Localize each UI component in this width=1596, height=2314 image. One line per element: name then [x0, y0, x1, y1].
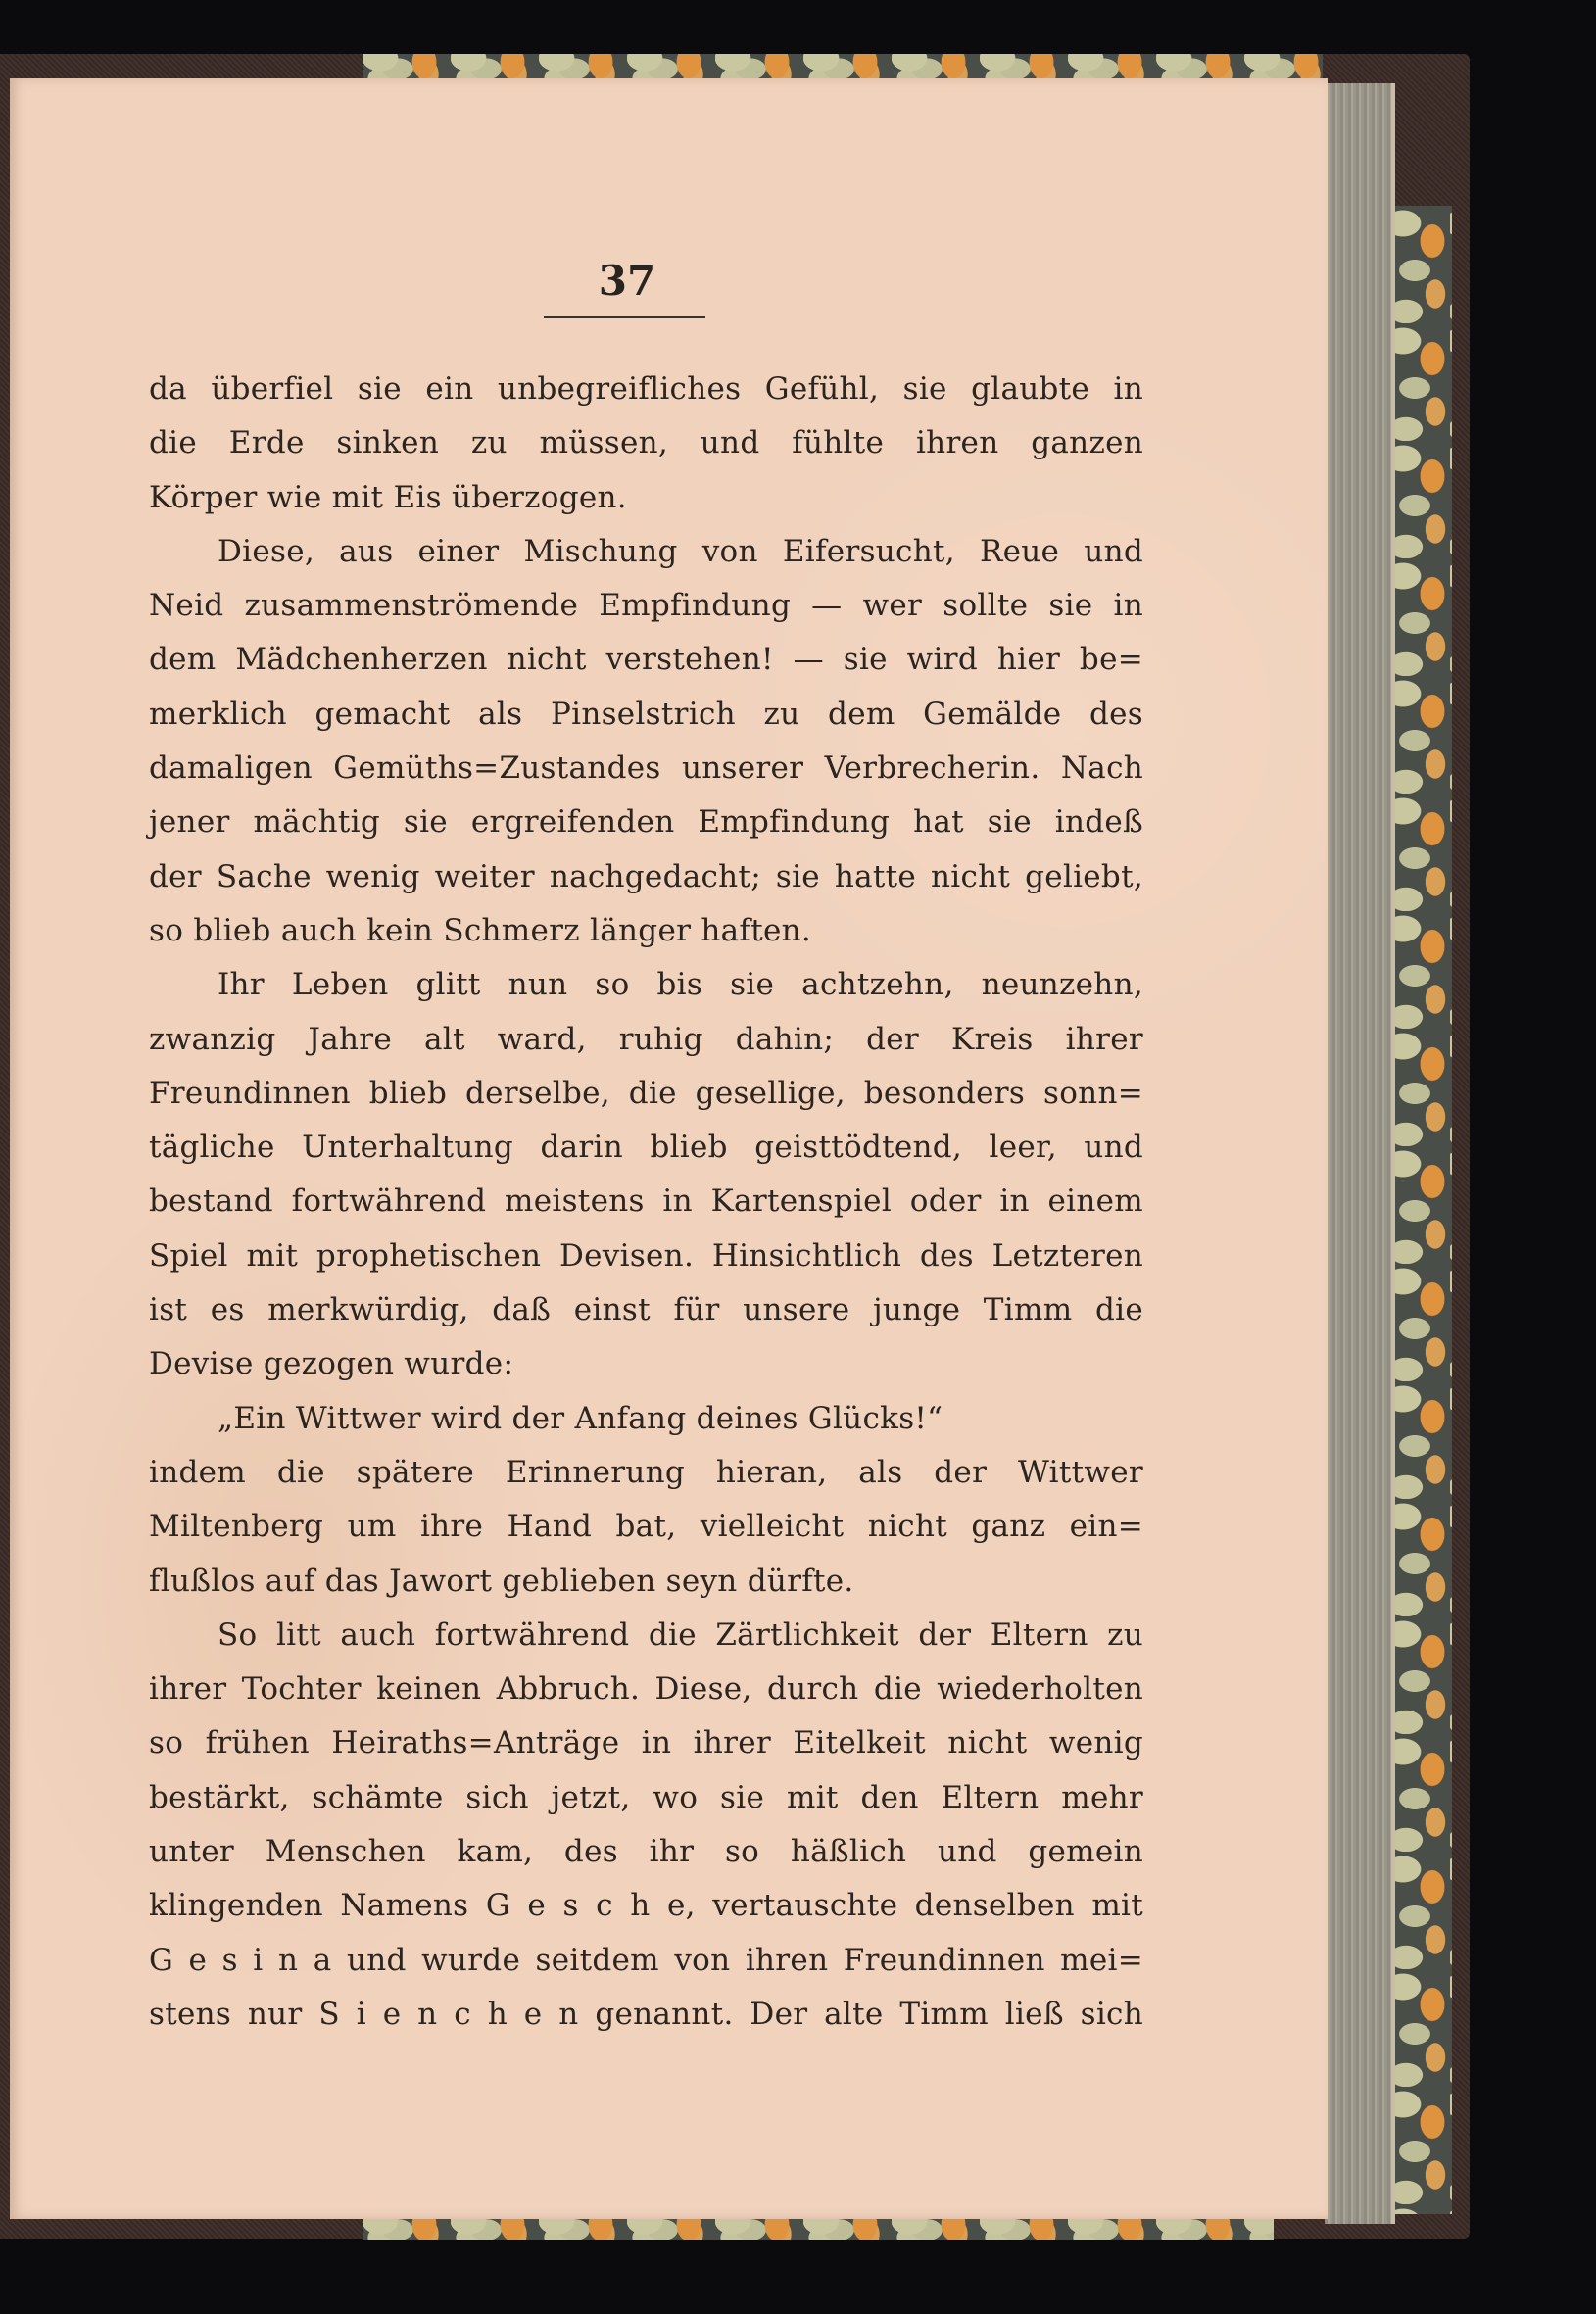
- text-line: So litt auch fortwährend die Zärtlichkeit der Eltern zu: [218, 1616, 1143, 1653]
- text-line: merklich gemacht als Pinselstrich zu dem Gemälde des: [149, 696, 1143, 732]
- text-line: da überfiel sie ein unbegreifliches Gefühl, sie glaubte in: [149, 371, 1143, 407]
- marbled-edge-top: [363, 54, 1323, 81]
- marbled-edge-bottom: [363, 2218, 1274, 2240]
- text-line: Diese, aus einer Mischung von Eifersucht, Reue und: [218, 533, 1143, 569]
- text-line: so frühen Heiraths=Anträge in ihrer Eitelkeit nicht wenig: [149, 1725, 1143, 1761]
- text-line: „Ein Wittwer wird der Anfang deines Glücks!“: [218, 1400, 943, 1436]
- text-line: der Sache wenig weiter nachgedacht; sie hatte nicht geliebt,: [149, 858, 1143, 894]
- text-line: so blieb auch kein Schmerz länger haften.: [149, 912, 812, 948]
- text-line: bestand fortwährend meistens in Kartenspiel oder in einem: [149, 1183, 1143, 1220]
- text-line: Spiel mit prophetischen Devisen. Hinsichtlich des Letzteren: [149, 1237, 1143, 1274]
- body-text: [149, 362, 1143, 2042]
- text-line: klingenden Namens G e s c h e, vertauschte denselben mit: [149, 1888, 1143, 1924]
- text-line: Körper wie mit Eis überzogen.: [149, 479, 627, 515]
- marbled-edge-right: [1391, 206, 1452, 2214]
- page-stack-edge: [1325, 83, 1395, 2224]
- text-line: indem die spätere Erinnerung hieran, als der Wittwer: [149, 1454, 1143, 1490]
- text-line: Ihr Leben glitt nun so bis sie achtzehn, neunzehn,: [218, 967, 1143, 1003]
- text-line: ihrer Tochter keinen Abbruch. Diese, durch die wiederholten: [149, 1671, 1143, 1708]
- text-line: jener mächtig sie ergreifenden Empfindung hat sie indeß: [149, 804, 1143, 841]
- text-line: Miltenberg um ihre Hand bat, vielleicht nicht ganz ein=: [149, 1509, 1143, 1545]
- text-line: G e s i n a und wurde seitdem von ihren Freundinnen mei=: [149, 1942, 1143, 1978]
- text-line: Neid zusammenströmende Empfindung — wer sollte sie in: [149, 588, 1143, 624]
- text-line: unter Menschen kam, des ihr so häßlich und gemein: [149, 1834, 1143, 1870]
- text-line: Devise gezogen wurde:: [149, 1346, 514, 1382]
- text-line: ist es merkwürdig, daß einst für unsere junge Timm die: [149, 1292, 1143, 1328]
- page-number: 37: [598, 257, 656, 305]
- text-line: tägliche Unterhaltung darin blieb geisttödtend, leer, und: [149, 1130, 1143, 1166]
- header-rule: [544, 316, 705, 318]
- text-line: stens nur S i e n c h e n genannt. Der alte Timm ließ sich: [149, 1996, 1143, 2032]
- text-line: Freundinnen blieb derselbe, die gesellige, besonders sonn=: [149, 1075, 1143, 1111]
- text-line: flußlos auf das Jawort geblieben seyn dürfte.: [149, 1563, 854, 1599]
- text-line: bestärkt, schämte sich jetzt, wo sie mit den Eltern mehr: [149, 1779, 1143, 1815]
- book-page: [10, 78, 1328, 2219]
- text-line: zwanzig Jahre alt ward, ruhig dahin; der Kreis ihrer: [149, 1021, 1143, 1057]
- text-line: damaligen Gemüths=Zustandes unserer Verbrecherin. Nach: [149, 750, 1143, 787]
- text-line: dem Mädchenherzen nicht verstehen! — sie wird hier be=: [149, 642, 1143, 678]
- text-line: die Erde sinken zu müssen, und fühlte ihren ganzen: [149, 425, 1143, 461]
